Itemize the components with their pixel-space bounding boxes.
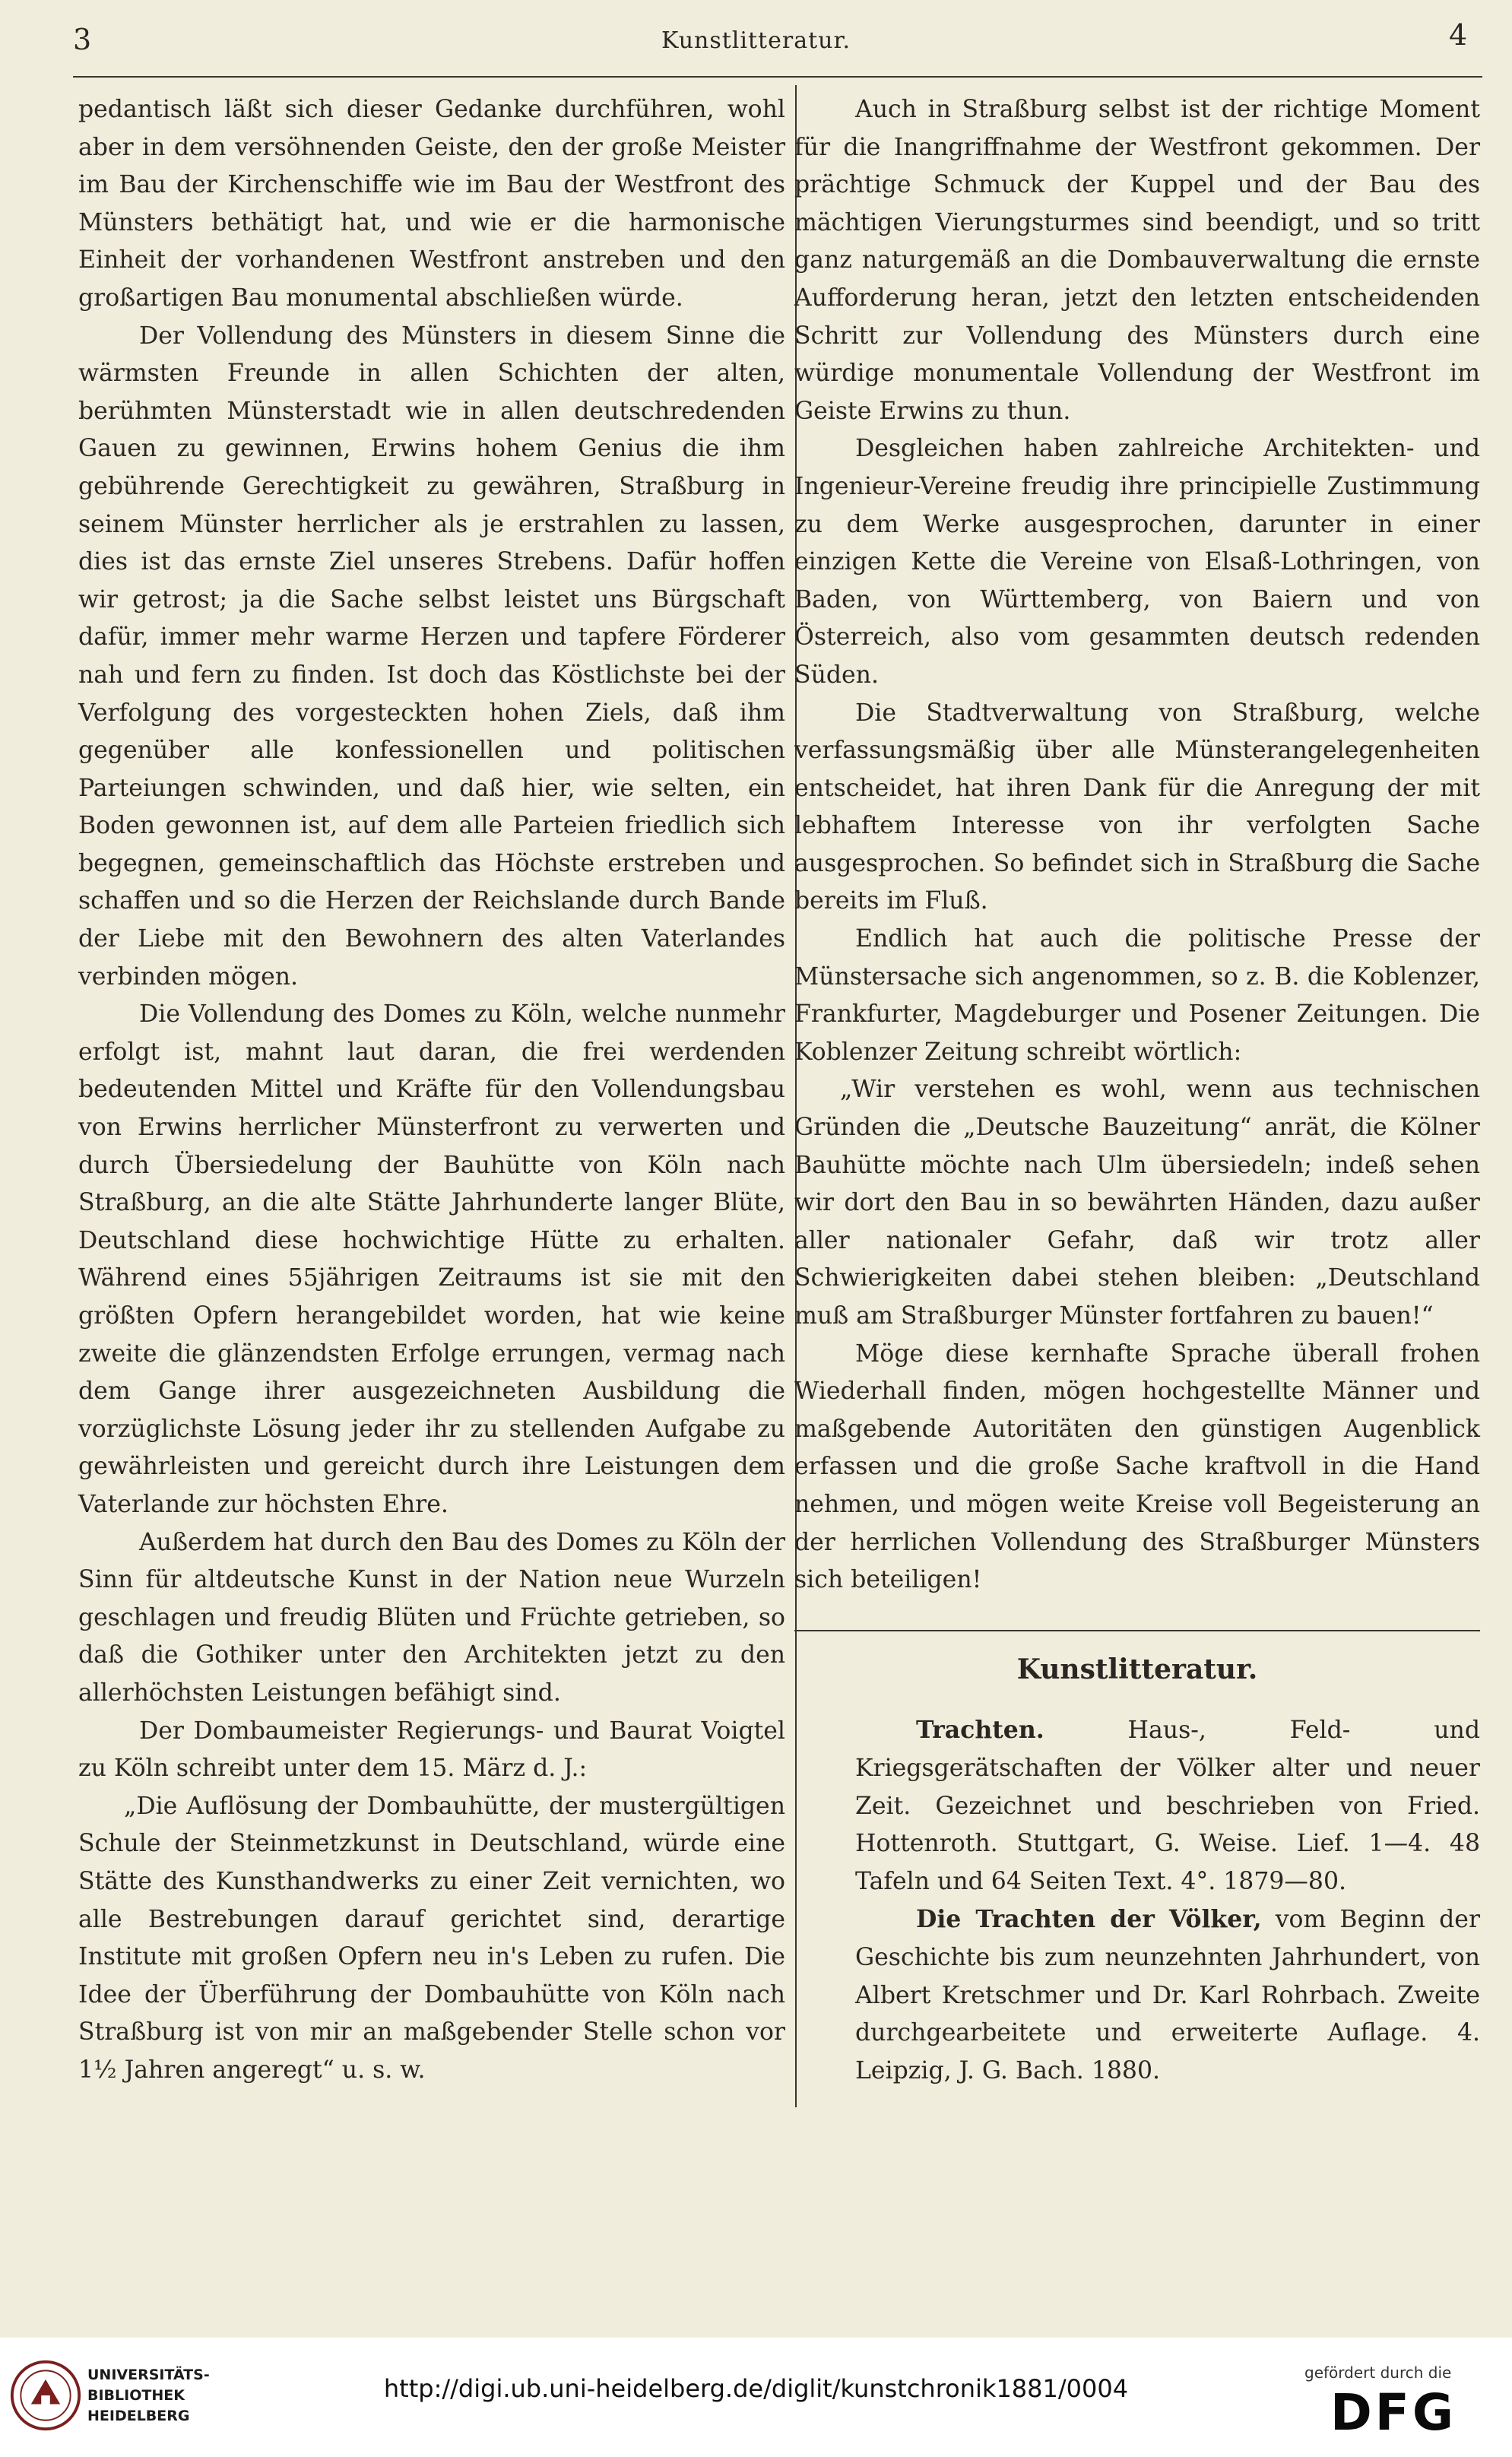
- digitization-footer: [0, 2338, 1512, 2457]
- source-url-link[interactable]: http://digi.ub.uni-heidelberg.de/diglit/kunstchronik1881/0004: [383, 2374, 1129, 2403]
- paragraph: Desgleichen haben zahlreiche Architekten- und Ingenieur-Vereine freudig ihre principielle Zustimmung zu dem Werke ausgesprochen, darunter in einer einzigen Kette die Vereine von Elsaß-Lothringen, von Baden, von Württemberg, von Baiern und von Österreich, also vom gesammten deutsch redenden Süden.: [794, 435, 1480, 689]
- page-number-right: 4: [1449, 18, 1468, 52]
- entry-lead: Trachten.: [916, 1716, 1044, 1745]
- entry-lead: Die Trachten der Völker,: [916, 1905, 1262, 1934]
- section-divider: [794, 1630, 1480, 1631]
- closing-paragraph: Möge diese kernhafte Sprache überall frohen Wiederhall finden, mögen hochgestellte Männer und maßgebende Autoritäten den günstigen Augenblick erfassen und die große Sache kraftvoll in die Hand nehmen, und mögen weite Kreise voll Begeisterung an der herrlichen Vollendung des Straßburger Münsters sich beteiligen!: [794, 1339, 1480, 1594]
- quote-paragraph: „Wir verstehen es wohl, wenn aus technischen Gründen die „Deutsche Bauzeitung“ anrät, die Kölner Bauhütte möchte nach Ulm übersiedeln; indeß sehen wir dort den Bau in so bewährten Händen, dazu außer aller nationaler Gefahr, daß wir trotz aller Schwierigkeiten dabei stehen bleiben: „Deutschland muß am Straßburger Münster fortfahren zu bauen!“: [794, 1076, 1480, 1330]
- header-rule: [73, 76, 1482, 78]
- paragraph: Die Stadtverwaltung von Straßburg, welche verfassungsmäßig über alle Münsterangelegenheiten entscheidet, hat ihren Dank für die Anregung der mit lebhaftem Interesse von ihr verfolgten Sache ausgesprochen. So befindet sich in Straßburg die Sache bereits im Fluß.: [794, 699, 1480, 915]
- paragraph: pedantisch läßt sich dieser Gedanke durchführen, wohl aber in dem versöhnenden Geiste, den der große Meister im Bau der Kirchenschiffe wie im Bau der Westfront des Münsters bethätigt hat, und wie er die harmonische Einheit der vorhandenen Westfront anstreben und den großartigen Bau monumental abschließen würde.: [78, 96, 785, 312]
- bibliography-entry: [794, 1901, 1480, 2090]
- paragraph: Außerdem hat durch den Bau des Domes zu Köln der Sinn für altdeutsche Kunst in der Nation neue Wurzeln geschlagen und freudig Blüten und Früchte getrieben, so daß die Gothiker unter den Architekten jetzt zu den allerhöchsten Leistungen befähigt sind.: [78, 1528, 785, 1707]
- right-column: [794, 91, 1480, 2090]
- section-title: Kunstlitteratur.: [1016, 1653, 1258, 1685]
- paragraph: Endlich hat auch die politische Presse der Münstersache sich angenommen, so z. B. die Koblenzer, Frankfurter, Magdeburger und Posener Zeitungen. Die Koblenzer Zeitung schreibt wörtlich:: [794, 925, 1480, 1066]
- running-title: Kunstlitteratur.: [661, 27, 851, 54]
- paragraph: Auch in Straßburg selbst ist der richtige Moment für die Inangriffnahme der Westfront gekommen. Der prächtige Schmuck der Kuppel und der Bau des mächtigen Vierungsturmes sind beendigt, und so tritt ganz naturgemäß an die Dombauverwaltung die ernste Aufforderung heran, jetzt den letzten entscheidenden Schritt zur Vollendung des Münsters durch eine würdige monumentale Vollendung der Westfront im Geiste Erwins zu thun.: [794, 96, 1480, 425]
- paragraph: Der Vollendung des Münsters in diesem Sinne die wärmsten Freunde in allen Schichten der alten, berühmten Münsterstadt wie in allen deutschredenden Gauen zu gewinnen, Erwins hohem Genius die ihm gebührende Gerechtigkeit zu gewähren, Straßburg in seinem Münster herrlicher als je erstrahlen zu lassen, dies ist das ernste Ziel unseres Strebens. Dafür hoffen wir getrost; ja die Sache selbst leistet uns Bürgschaft dafür, immer mehr warme Herzen und tapfere Förderer nah und fern zu finden. Ist doch das Köstlichste bei der Verfolgung des vorgesteckten hohen Ziels, daß ihm gegenüber alle konfessionellen und politischen Parteiungen schwinden, und daß hier, wie selten, ein Boden gewonnen ist, auf dem alle Parteien friedlich sich begegnen, gemeinschaftlich das Höchste erstreben und schaffen und so die Herzen der Reichslande durch Bande der Liebe mit den Bewohnern des alten Vaterlandes verbinden mögen.: [78, 322, 785, 991]
- page-header: [0, 0, 1512, 68]
- page-number-left: 3: [73, 23, 92, 56]
- institution-name: UNIVERSITÄTS- BIBLIOTHEK HEIDELBERG: [87, 2367, 210, 2424]
- quote-paragraph: „Die Auflösung der Dombauhütte, der mustergültigen Schule der Steinmetzkunst in Deutschland, würde eine Stätte des Kunsthandwerks zu einer Zeit vernichten, wo alle Bestrebungen darauf gerichtet sind, derartige Institute mit großen Opfern neu in's Leben zu rufen. Die Idee der Überführung der Dombauhütte von Köln nach Straßburg ist von mir an maßgebender Stelle schon vor 1½ Jahren angeregt“ u. s. w.: [78, 1792, 785, 2084]
- paragraph: Der Dombaumeister Regierungs- und Baurat Voigtel zu Köln schreibt unter dem 15. März d. J.:: [78, 1717, 785, 1783]
- paragraph: Die Vollendung des Domes zu Köln, welche nunmehr erfolgt ist, mahnt laut daran, die frei werdenden bedeutenden Mittel und Kräfte für den Vollendungsbau von Erwins herrlicher Münsterfront zu verwerten und durch Übersiedelung der Bauhütte von Köln nach Straßburg, an die alte Stätte Jahrhunderte langer Blüte, Deutschland diese hochwichtige Hütte zu erhalten. Während eines 55jährigen Zeitraums ist sie mit den größten Opfern herangebildet worden, hat wie keine zweite die glänzendsten Erfolge errungen, vermag nach dem Gange ihrer ausgezeichneten Ausbildung die vorzüglichste Lösung jeder ihr zu stellenden Aufgabe zu gewährleisten und gereicht durch ihre Leistungen dem Vaterlande zur höchsten Ehre.: [78, 1000, 785, 1518]
- entry-text: Haus-, Feld- und Kriegsgerätschaften der Völker alter und neuer Zeit. Gezeichnet und beschrieben von Fried. Hottenroth. Stuttgart, G. Weise. Lief. 1—4. 48 Tafeln und 64 Seiten Text. 4°. 1879—80.: [855, 1717, 1480, 1895]
- left-column: [78, 91, 785, 2089]
- entry-text: vom Beginn der Geschichte bis zum neunzehnten Jahrhundert, von Albert Kretschmer und Dr. Karl Rohrbach. Zweite durchgearbeitete und erweiterte Auflage. 4. Leipzig, J. G. Bach. 1880.: [855, 1906, 1481, 2084]
- funding-note: gefördert durch die: [1304, 2363, 1452, 2382]
- dfg-logo: DFG: [1330, 2383, 1457, 2442]
- bibliography-entry: [794, 1711, 1480, 1901]
